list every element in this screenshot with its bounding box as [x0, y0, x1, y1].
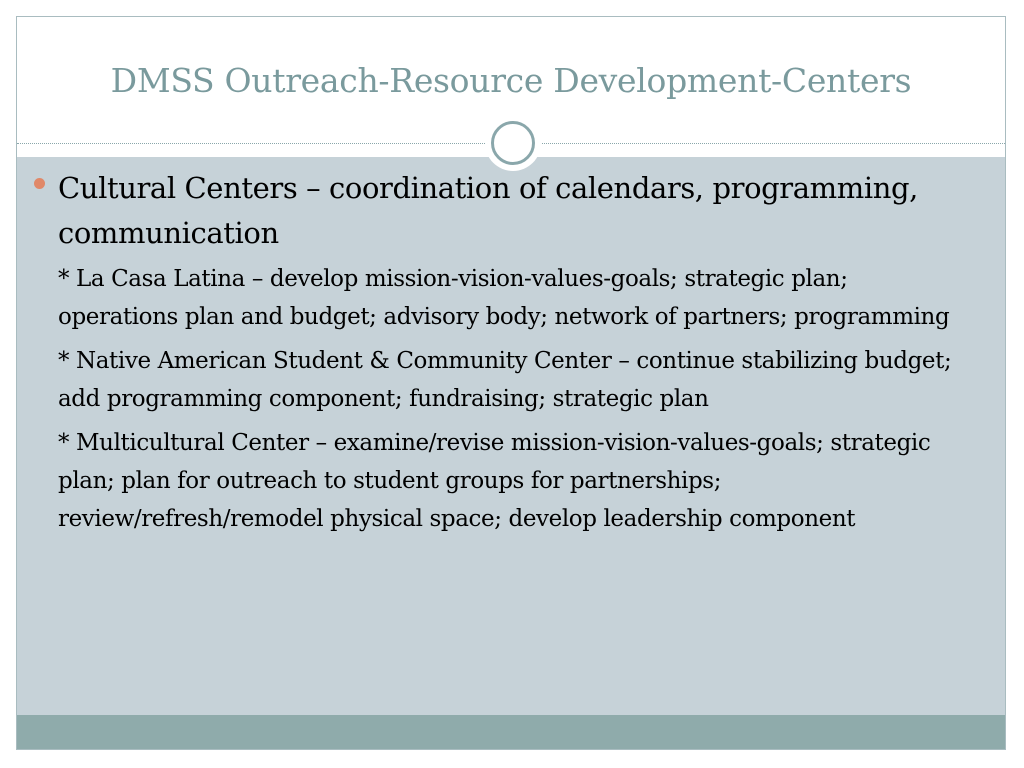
sub-item-native-american-center: * Native American Student & Community Center – continue stabilizing budget; add programming component; fundraising; strategic plan: [58, 348, 952, 412]
footer-bar: [17, 715, 1005, 749]
bullet-icon: [34, 178, 45, 189]
sub-item-la-casa-latina: * La Casa Latina – develop mission-vision-values-goals; strategic plan; operations plan and budget; advisory body; network of partners; programming: [58, 266, 950, 330]
bullet-text: Cultural Centers – coordination of calendars, programming, communication: [58, 171, 918, 250]
slide-title: DMSS Outreach-Resource Development-Centers: [110, 61, 912, 100]
circle-ornament-icon: [485, 115, 541, 171]
sub-item-multicultural-center: * Multicultural Center – examine/revise mission-vision-values-goals; strategic plan; plan for outreach to student groups for partnerships; review/refresh/remodel physical space; develop leadership component: [58, 430, 931, 532]
ornament-ring: [491, 121, 535, 165]
bullet-item: [30, 166, 960, 256]
slide-content: [30, 166, 960, 538]
